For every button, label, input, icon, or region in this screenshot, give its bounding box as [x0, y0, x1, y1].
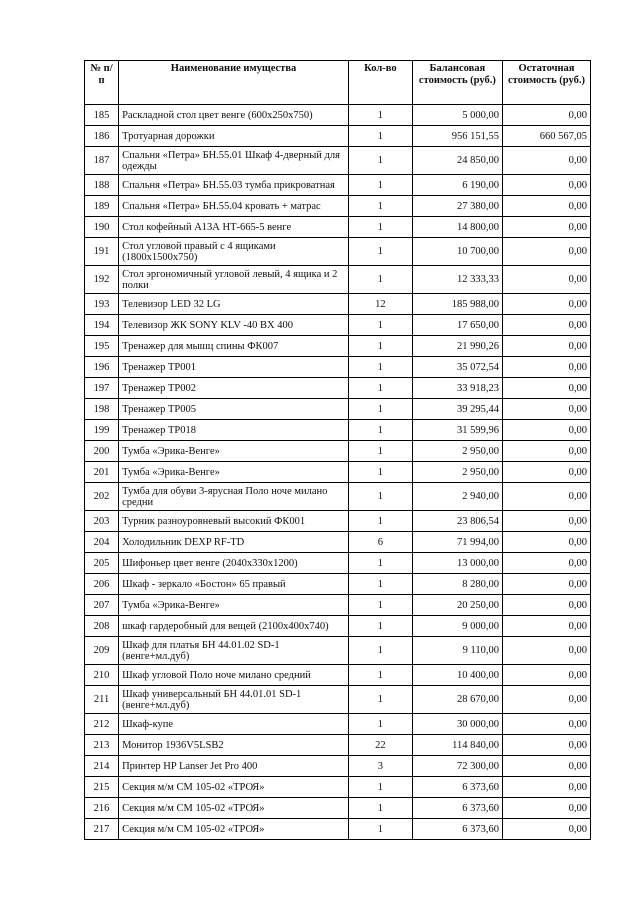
item-name: Спальня «Петра» БН.55.04 кровать + матрас [119, 196, 349, 217]
item-quantity: 3 [348, 756, 412, 777]
residual-value: 0,00 [502, 595, 590, 616]
table-row [85, 756, 591, 777]
balance-value: 6 373,60 [412, 777, 502, 798]
table-row [85, 175, 591, 196]
item-name: Шкаф-купе [119, 714, 349, 735]
table-row [85, 595, 591, 616]
item-name: Тренажер ТР018 [119, 420, 349, 441]
row-number: 188 [85, 175, 119, 196]
balance-value: 8 280,00 [412, 574, 502, 595]
table-row [85, 196, 591, 217]
item-quantity: 1 [348, 665, 412, 686]
balance-value: 39 295,44 [412, 399, 502, 420]
item-quantity: 1 [348, 399, 412, 420]
table-row [85, 126, 591, 147]
residual-value: 0,00 [502, 819, 590, 840]
item-name: Тумба для обуви 3-ярусная Поло ноче милано средни [119, 483, 349, 511]
column-header-residual-value: Остаточная стоимость (руб.) [502, 61, 590, 105]
table-row [85, 315, 591, 336]
item-quantity: 1 [348, 462, 412, 483]
table-header-row [85, 61, 591, 105]
residual-value: 0,00 [502, 315, 590, 336]
residual-value: 0,00 [502, 798, 590, 819]
item-name: Секция м/м СМ 105-02 «ТРОЯ» [119, 819, 349, 840]
residual-value: 0,00 [502, 574, 590, 595]
balance-value: 27 380,00 [412, 196, 502, 217]
residual-value: 0,00 [502, 399, 590, 420]
item-name: Шкаф - зеркало «Бостон» 65 правый [119, 574, 349, 595]
row-number: 199 [85, 420, 119, 441]
residual-value: 0,00 [502, 441, 590, 462]
residual-value: 0,00 [502, 686, 590, 714]
balance-value: 956 151,55 [412, 126, 502, 147]
row-number: 217 [85, 819, 119, 840]
item-name: Секция м/м СМ 105-02 «ТРОЯ» [119, 798, 349, 819]
row-number: 216 [85, 798, 119, 819]
residual-value: 0,00 [502, 175, 590, 196]
residual-value: 0,00 [502, 777, 590, 798]
table-row [85, 798, 591, 819]
residual-value: 660 567,05 [502, 126, 590, 147]
row-number: 201 [85, 462, 119, 483]
column-header-name: Наименование имущества [119, 61, 349, 105]
item-name: шкаф гардеробный для вещей (2100x400x740) [119, 616, 349, 637]
table-body [85, 105, 591, 840]
residual-value: 0,00 [502, 420, 590, 441]
table-row [85, 637, 591, 665]
table-row [85, 686, 591, 714]
table-row [85, 238, 591, 266]
table-row [85, 574, 591, 595]
balance-value: 10 400,00 [412, 665, 502, 686]
item-quantity: 1 [348, 105, 412, 126]
item-quantity: 1 [348, 336, 412, 357]
column-header-quantity: Кол-во [348, 61, 412, 105]
balance-value: 6 190,00 [412, 175, 502, 196]
item-quantity: 1 [348, 777, 412, 798]
item-name: Шкаф универсальный БН 44.01.01 SD-1 (венге+мл.дуб) [119, 686, 349, 714]
residual-value: 0,00 [502, 378, 590, 399]
row-number: 209 [85, 637, 119, 665]
residual-value: 0,00 [502, 511, 590, 532]
residual-value: 0,00 [502, 217, 590, 238]
item-name: Спальня «Петра» БН.55.01 Шкаф 4-дверный для одежды [119, 147, 349, 175]
table-row [85, 777, 591, 798]
row-number: 193 [85, 294, 119, 315]
row-number: 210 [85, 665, 119, 686]
residual-value: 0,00 [502, 756, 590, 777]
row-number: 196 [85, 357, 119, 378]
table-row [85, 483, 591, 511]
table-row [85, 441, 591, 462]
residual-value: 0,00 [502, 553, 590, 574]
residual-value: 0,00 [502, 637, 590, 665]
balance-value: 10 700,00 [412, 238, 502, 266]
item-name: Тумба «Эрика-Венге» [119, 441, 349, 462]
item-quantity: 1 [348, 217, 412, 238]
row-number: 214 [85, 756, 119, 777]
item-quantity: 1 [348, 147, 412, 175]
balance-value: 2 950,00 [412, 462, 502, 483]
residual-value: 0,00 [502, 665, 590, 686]
row-number: 200 [85, 441, 119, 462]
table-row [85, 399, 591, 420]
row-number: 192 [85, 266, 119, 294]
row-number: 194 [85, 315, 119, 336]
balance-value: 13 000,00 [412, 553, 502, 574]
row-number: 197 [85, 378, 119, 399]
table-row [85, 266, 591, 294]
item-name: Шкаф угловой Поло ноче милано средний [119, 665, 349, 686]
item-name: Принтер HP Lanser Jet Pro 400 [119, 756, 349, 777]
balance-value: 14 800,00 [412, 217, 502, 238]
item-quantity: 1 [348, 819, 412, 840]
item-name: Телевизор ЖК SONY KLV -40 BX 400 [119, 315, 349, 336]
table-row [85, 735, 591, 756]
table-row [85, 217, 591, 238]
residual-value: 0,00 [502, 616, 590, 637]
item-name: Стол кофейный А13А НТ-665-5 венге [119, 217, 349, 238]
row-number: 208 [85, 616, 119, 637]
balance-value: 114 840,00 [412, 735, 502, 756]
item-quantity: 1 [348, 637, 412, 665]
item-quantity: 1 [348, 196, 412, 217]
item-name: Стол угловой правый с 4 ящиками (1800x1500x750) [119, 238, 349, 266]
item-quantity: 1 [348, 266, 412, 294]
item-quantity: 1 [348, 441, 412, 462]
item-name: Раскладной стол цвет венге (600x250x750) [119, 105, 349, 126]
balance-value: 9 110,00 [412, 637, 502, 665]
item-quantity: 6 [348, 532, 412, 553]
table-row [85, 147, 591, 175]
balance-value: 2 940,00 [412, 483, 502, 511]
item-name: Тренажер ТР005 [119, 399, 349, 420]
balance-value: 185 988,00 [412, 294, 502, 315]
item-quantity: 22 [348, 735, 412, 756]
item-quantity: 1 [348, 798, 412, 819]
residual-value: 0,00 [502, 147, 590, 175]
property-table [84, 60, 591, 840]
item-name: Тренажер ТР002 [119, 378, 349, 399]
residual-value: 0,00 [502, 532, 590, 553]
balance-value: 31 599,96 [412, 420, 502, 441]
residual-value: 0,00 [502, 196, 590, 217]
residual-value: 0,00 [502, 735, 590, 756]
table-row [85, 714, 591, 735]
balance-value: 35 072,54 [412, 357, 502, 378]
column-header-balance-value: Балансовая стоимость (руб.) [412, 61, 502, 105]
item-quantity: 1 [348, 714, 412, 735]
residual-value: 0,00 [502, 238, 590, 266]
table-row [85, 532, 591, 553]
balance-value: 5 000,00 [412, 105, 502, 126]
item-quantity: 1 [348, 511, 412, 532]
item-name: Турник разноуровневый высокий ФК001 [119, 511, 349, 532]
balance-value: 17 650,00 [412, 315, 502, 336]
residual-value: 0,00 [502, 266, 590, 294]
row-number: 202 [85, 483, 119, 511]
row-number: 195 [85, 336, 119, 357]
balance-value: 9 000,00 [412, 616, 502, 637]
table-row [85, 294, 591, 315]
balance-value: 30 000,00 [412, 714, 502, 735]
item-quantity: 1 [348, 483, 412, 511]
residual-value: 0,00 [502, 336, 590, 357]
table-row [85, 665, 591, 686]
item-quantity: 1 [348, 420, 412, 441]
row-number: 191 [85, 238, 119, 266]
item-name: Шифоньер цвет венге (2040x330x1200) [119, 553, 349, 574]
row-number: 205 [85, 553, 119, 574]
row-number: 212 [85, 714, 119, 735]
row-number: 190 [85, 217, 119, 238]
table-row [85, 105, 591, 126]
table-row [85, 336, 591, 357]
item-quantity: 1 [348, 378, 412, 399]
balance-value: 33 918,23 [412, 378, 502, 399]
balance-value: 20 250,00 [412, 595, 502, 616]
item-name: Тренажер ТР001 [119, 357, 349, 378]
item-name: Тренажер для мышц спины ФК007 [119, 336, 349, 357]
row-number: 207 [85, 595, 119, 616]
item-quantity: 1 [348, 126, 412, 147]
item-name: Секция м/м СМ 105-02 «ТРОЯ» [119, 777, 349, 798]
balance-value: 28 670,00 [412, 686, 502, 714]
item-name: Тумба «Эрика-Венге» [119, 595, 349, 616]
balance-value: 2 950,00 [412, 441, 502, 462]
row-number: 204 [85, 532, 119, 553]
row-number: 187 [85, 147, 119, 175]
balance-value: 6 373,60 [412, 798, 502, 819]
row-number: 206 [85, 574, 119, 595]
balance-value: 71 994,00 [412, 532, 502, 553]
row-number: 185 [85, 105, 119, 126]
item-quantity: 1 [348, 553, 412, 574]
item-quantity: 1 [348, 574, 412, 595]
residual-value: 0,00 [502, 714, 590, 735]
item-name: Стол эргономичный угловой левый, 4 ящика и 2 полки [119, 266, 349, 294]
residual-value: 0,00 [502, 357, 590, 378]
table-row [85, 616, 591, 637]
item-name: Телевизор LED 32 LG [119, 294, 349, 315]
residual-value: 0,00 [502, 105, 590, 126]
table-row [85, 819, 591, 840]
column-header-number: № п/п [85, 61, 119, 105]
row-number: 213 [85, 735, 119, 756]
row-number: 198 [85, 399, 119, 420]
item-name: Холодильник DEXP RF-TD [119, 532, 349, 553]
table-row [85, 553, 591, 574]
item-name: Шкаф для платья БН 44.01.02 SD-1 (венге+мл.дуб) [119, 637, 349, 665]
item-quantity: 1 [348, 357, 412, 378]
balance-value: 12 333,33 [412, 266, 502, 294]
row-number: 203 [85, 511, 119, 532]
item-quantity: 1 [348, 315, 412, 336]
item-quantity: 12 [348, 294, 412, 315]
balance-value: 23 806,54 [412, 511, 502, 532]
row-number: 189 [85, 196, 119, 217]
item-quantity: 1 [348, 238, 412, 266]
row-number: 211 [85, 686, 119, 714]
residual-value: 0,00 [502, 294, 590, 315]
item-name: Спальня «Петра» БН.55.03 тумба прикроватная [119, 175, 349, 196]
item-quantity: 1 [348, 595, 412, 616]
item-name: Тротуарная дорожки [119, 126, 349, 147]
table-row [85, 420, 591, 441]
balance-value: 24 850,00 [412, 147, 502, 175]
table-row [85, 511, 591, 532]
item-quantity: 1 [348, 686, 412, 714]
item-quantity: 1 [348, 175, 412, 196]
item-name: Монитор 1936V5LSB2 [119, 735, 349, 756]
table-row [85, 462, 591, 483]
row-number: 186 [85, 126, 119, 147]
table-row [85, 378, 591, 399]
balance-value: 72 300,00 [412, 756, 502, 777]
table-row [85, 357, 591, 378]
balance-value: 21 990,26 [412, 336, 502, 357]
residual-value: 0,00 [502, 462, 590, 483]
item-name: Тумба «Эрика-Венге» [119, 462, 349, 483]
residual-value: 0,00 [502, 483, 590, 511]
row-number: 215 [85, 777, 119, 798]
balance-value: 6 373,60 [412, 819, 502, 840]
item-quantity: 1 [348, 616, 412, 637]
